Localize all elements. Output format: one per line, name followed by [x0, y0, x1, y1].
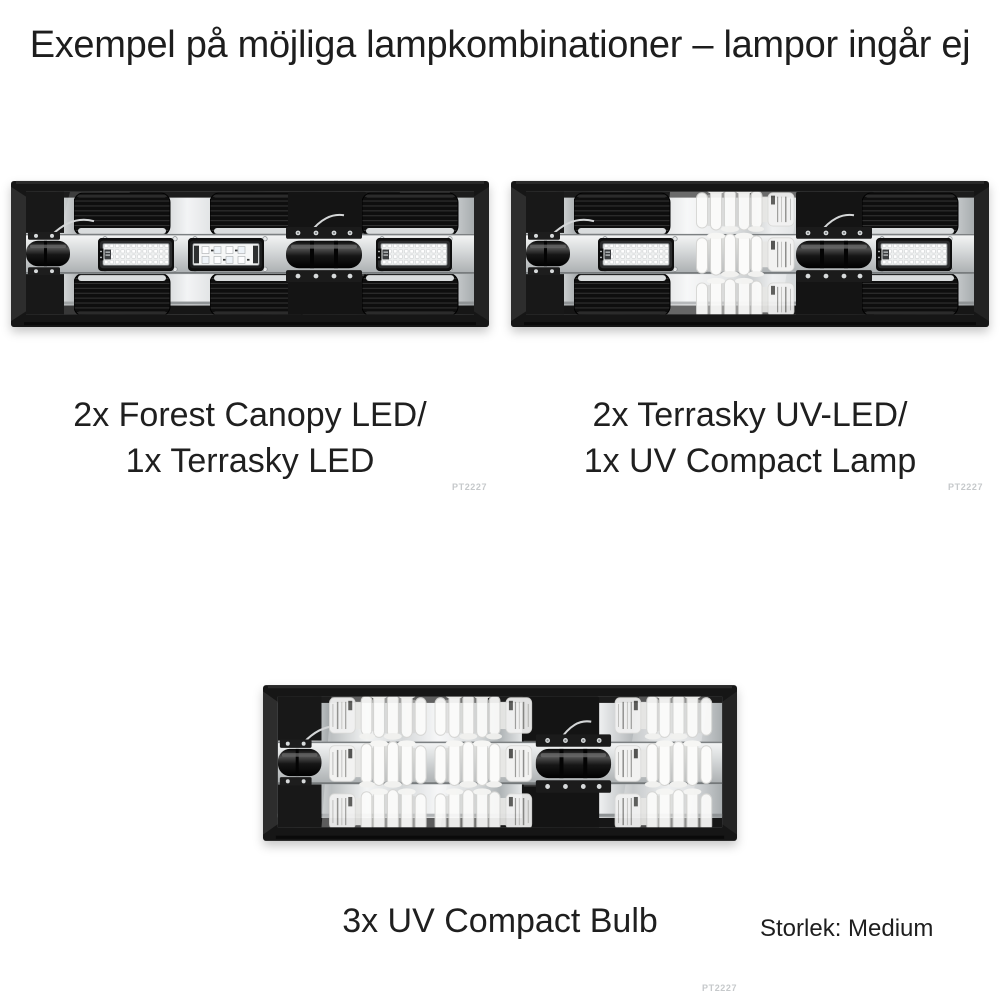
fixture-illustration	[10, 178, 490, 330]
fixture-illustration	[510, 178, 990, 330]
terrasky-led-bar	[188, 238, 264, 271]
combo-caption-line: 3x UV Compact Bulb	[342, 902, 658, 940]
fixture-photo-terrasky-uv-compact	[510, 178, 990, 330]
uv-compact-bulb	[435, 740, 532, 787]
watermark-code: PT2227	[948, 482, 984, 492]
forest-canopy-led-bar	[376, 238, 452, 271]
lamp-socket-cluster	[536, 734, 611, 793]
combo-caption-line: 2x Terrasky UV-LED/	[592, 396, 908, 434]
uv-compact-bulb	[615, 740, 712, 787]
watermark-code: PT2227	[702, 983, 738, 993]
watermark-code: PT2227	[452, 482, 488, 492]
lamp-socket-cluster	[796, 227, 872, 282]
terrasky-uv-led-bar	[876, 238, 952, 271]
combo-caption-2	[500, 392, 1000, 484]
combo-caption-line: 1x UV Compact Lamp	[583, 442, 917, 480]
forest-canopy-led-bar	[98, 238, 174, 271]
fixture-photo-uv-compact-bulbs	[262, 682, 738, 844]
fixture-illustration	[262, 682, 738, 844]
size-label: Storlek: Medium	[760, 915, 934, 942]
fixture-photo-forest-canopy-terrasky	[10, 178, 490, 330]
page-title: Exempel på möjliga lampkombinationer – lampor ingår ej	[29, 24, 971, 66]
uv-compact-bulb	[329, 740, 426, 787]
combo-caption-line: 2x Forest Canopy LED/	[73, 396, 427, 434]
uv-compact-lamp	[697, 233, 795, 278]
combo-caption-line: 1x Terrasky LED	[125, 442, 375, 480]
lamp-socket-cluster	[286, 227, 362, 282]
combo-caption-1	[0, 392, 500, 484]
terrasky-uv-led-bar	[598, 238, 674, 271]
